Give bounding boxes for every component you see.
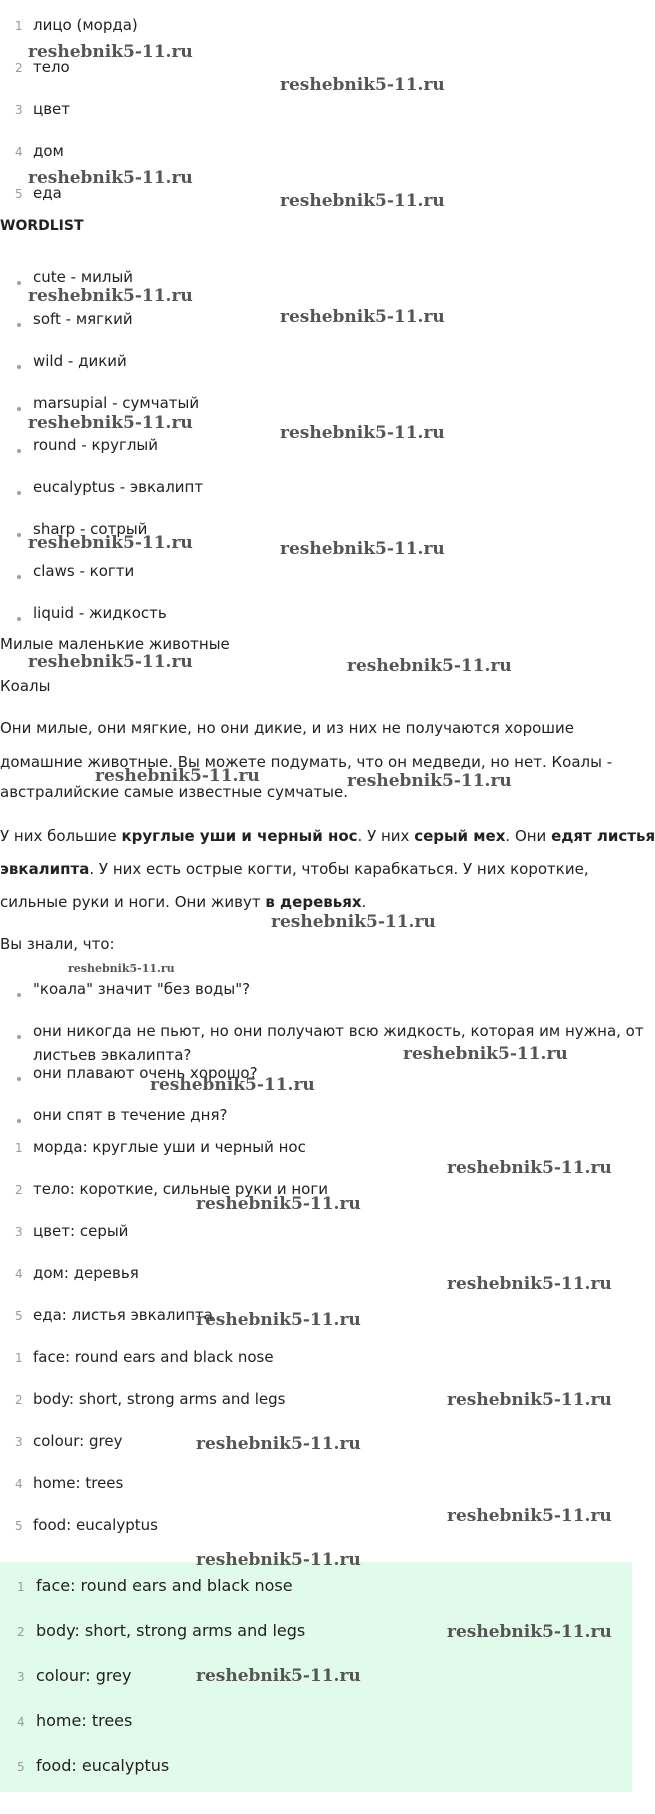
list-item: они никогда не пьют, но они получают всю жидкость, которая им нужна, от bbox=[33, 1022, 644, 1040]
watermark: reshebnik5-11.ru bbox=[28, 286, 193, 306]
text-run: . Они bbox=[505, 827, 552, 845]
watermark: reshebnik5-11.ru bbox=[447, 1158, 612, 1178]
watermark: reshebnik5-11.ru bbox=[95, 766, 260, 786]
list-item: еда: листья эвкалипта bbox=[33, 1306, 213, 1324]
list-item: они плавают очень хорошо? bbox=[33, 1064, 258, 1082]
list-item: body: short, strong arms and legs bbox=[33, 1390, 286, 1408]
list-item: дом bbox=[33, 142, 64, 160]
watermark: reshebnik5-11.ru bbox=[447, 1506, 612, 1526]
list-item: face: round ears and black nose bbox=[36, 1576, 293, 1595]
did-you-know-heading: Вы знали, что: bbox=[0, 935, 115, 953]
paragraph-line bbox=[0, 826, 655, 846]
list-item: face: round ears and black nose bbox=[33, 1348, 274, 1366]
list-number: 2 bbox=[15, 61, 23, 75]
list-item: wild - дикий bbox=[33, 352, 127, 370]
list-number: 4 bbox=[15, 1267, 23, 1281]
list-item: лицо (морда) bbox=[33, 16, 138, 34]
bullet bbox=[17, 617, 21, 621]
list-number: 3 bbox=[15, 103, 23, 117]
watermark: reshebnik5-11.ru bbox=[280, 75, 445, 95]
watermark: reshebnik5-11.ru bbox=[347, 656, 512, 676]
list-item: home: trees bbox=[36, 1711, 133, 1730]
list-item: body: short, strong arms and legs bbox=[36, 1621, 306, 1640]
list-number: 5 bbox=[15, 187, 23, 201]
list-number: 2 bbox=[15, 1393, 23, 1407]
text-run: . bbox=[361, 893, 367, 911]
bullet bbox=[17, 1077, 21, 1081]
list-number: 4 bbox=[17, 1715, 25, 1729]
list-item: цвет bbox=[33, 100, 71, 118]
bullet bbox=[17, 533, 21, 537]
bold-text: едят листья bbox=[551, 827, 655, 845]
watermark: reshebnik5-11.ru bbox=[447, 1390, 612, 1410]
watermark: reshebnik5-11.ru bbox=[196, 1666, 361, 1686]
list-item: food: eucalyptus bbox=[36, 1756, 170, 1775]
bullet bbox=[17, 365, 21, 369]
list-item: дом: деревья bbox=[33, 1264, 139, 1282]
list-item: еда bbox=[33, 184, 62, 202]
watermark: reshebnik5-11.ru bbox=[280, 423, 445, 443]
watermark: reshebnik5-11.ru bbox=[280, 191, 445, 211]
list-number: 3 bbox=[15, 1435, 23, 1449]
bullet bbox=[17, 575, 21, 579]
watermark: reshebnik5-11.ru bbox=[196, 1434, 361, 1454]
list-number: 5 bbox=[15, 1519, 23, 1533]
paragraph-line bbox=[0, 859, 589, 879]
list-number: 1 bbox=[17, 1580, 25, 1594]
bullet bbox=[17, 449, 21, 453]
bold-text: эвкалипта bbox=[0, 860, 90, 878]
text-run: . У них есть острые когти, чтобы карабкаться. У них короткие, bbox=[89, 860, 589, 878]
list-item: soft - мягкий bbox=[33, 310, 133, 328]
wordlist-heading: WORDLIST bbox=[0, 218, 84, 234]
list-item: тело bbox=[33, 58, 70, 76]
list-number: 1 bbox=[15, 1141, 23, 1155]
watermark: reshebnik5-11.ru bbox=[196, 1550, 361, 1570]
list-item: тело: короткие, сильные руки и ноги bbox=[33, 1180, 328, 1198]
watermark: reshebnik5-11.ru bbox=[28, 413, 193, 433]
list-item: claws - когти bbox=[33, 562, 135, 580]
list-number: 3 bbox=[15, 1225, 23, 1239]
paragraph-line bbox=[0, 892, 366, 912]
watermark: reshebnik5-11.ru bbox=[28, 42, 193, 62]
text-run: сильные руки и ноги. Они живут bbox=[0, 893, 266, 911]
list-number: 1 bbox=[15, 1351, 23, 1365]
bullet bbox=[17, 993, 21, 997]
watermark: reshebnik5-11.ru bbox=[68, 962, 175, 975]
watermark: reshebnik5-11.ru bbox=[447, 1274, 612, 1294]
text-subtitle: Коалы bbox=[0, 677, 51, 695]
watermark: reshebnik5-11.ru bbox=[28, 652, 193, 672]
watermark: reshebnik5-11.ru bbox=[280, 539, 445, 559]
watermark: reshebnik5-11.ru bbox=[28, 533, 193, 553]
list-item: морда: круглые уши и черный нос bbox=[33, 1138, 306, 1156]
list-item: цвет: серый bbox=[33, 1222, 129, 1240]
text-run: У них большие bbox=[0, 827, 122, 845]
bold-text: круглые уши и черный нос bbox=[121, 827, 358, 845]
list-item: round - круглый bbox=[33, 436, 159, 454]
watermark: reshebnik5-11.ru bbox=[280, 307, 445, 327]
list-item: colour: grey bbox=[33, 1432, 123, 1450]
watermark: reshebnik5-11.ru bbox=[28, 168, 193, 188]
watermark: reshebnik5-11.ru bbox=[347, 771, 512, 791]
list-number: 5 bbox=[15, 1309, 23, 1323]
watermark: reshebnik5-11.ru bbox=[403, 1044, 568, 1064]
list-item: marsupial - сумчатый bbox=[33, 394, 200, 412]
list-item: "коала" значит "без воды"? bbox=[33, 980, 251, 998]
bold-text: в деревьях bbox=[265, 893, 362, 911]
list-number: 3 bbox=[17, 1670, 25, 1684]
watermark: reshebnik5-11.ru bbox=[196, 1194, 361, 1214]
bullet bbox=[17, 1119, 21, 1123]
bullet bbox=[17, 323, 21, 327]
list-number: 2 bbox=[17, 1625, 25, 1639]
list-number: 2 bbox=[15, 1183, 23, 1197]
paragraph-line: австралийские самые известные сумчатые. bbox=[0, 783, 348, 801]
list-item-continuation: листьев эвкалипта? bbox=[33, 1046, 192, 1064]
text-run: . У них bbox=[357, 827, 415, 845]
list-number: 4 bbox=[15, 145, 23, 159]
list-number: 1 bbox=[15, 19, 23, 33]
bold-text: серый мех bbox=[414, 827, 506, 845]
list-item: colour: grey bbox=[36, 1666, 132, 1685]
list-item: liquid - жидкость bbox=[33, 604, 167, 622]
watermark: reshebnik5-11.ru bbox=[447, 1622, 612, 1642]
list-item: cute - милый bbox=[33, 268, 134, 286]
paragraph-line: Они милые, они мягкие, но они дикие, и из них не получаются хорошие bbox=[0, 719, 575, 737]
bullet bbox=[17, 1035, 21, 1039]
list-number: 4 bbox=[15, 1477, 23, 1491]
watermark: reshebnik5-11.ru bbox=[271, 912, 436, 932]
bullet bbox=[17, 491, 21, 495]
list-number: 5 bbox=[17, 1760, 25, 1774]
list-item: eucalyptus - эвкалипт bbox=[33, 478, 204, 496]
paragraph-line: домашние животные. Вы можете подумать, что он медведи, но нет. Коалы - bbox=[0, 753, 613, 771]
list-item: они спят в течение дня? bbox=[33, 1106, 228, 1124]
bullet bbox=[17, 281, 21, 285]
watermark: reshebnik5-11.ru bbox=[150, 1075, 315, 1095]
text-title: Милые маленькие животные bbox=[0, 635, 230, 653]
list-item: food: eucalyptus bbox=[33, 1516, 158, 1534]
list-item: home: trees bbox=[33, 1474, 124, 1492]
watermark: reshebnik5-11.ru bbox=[196, 1310, 361, 1330]
list-item: sharp - сотрый bbox=[33, 520, 148, 538]
bullet bbox=[17, 407, 21, 411]
